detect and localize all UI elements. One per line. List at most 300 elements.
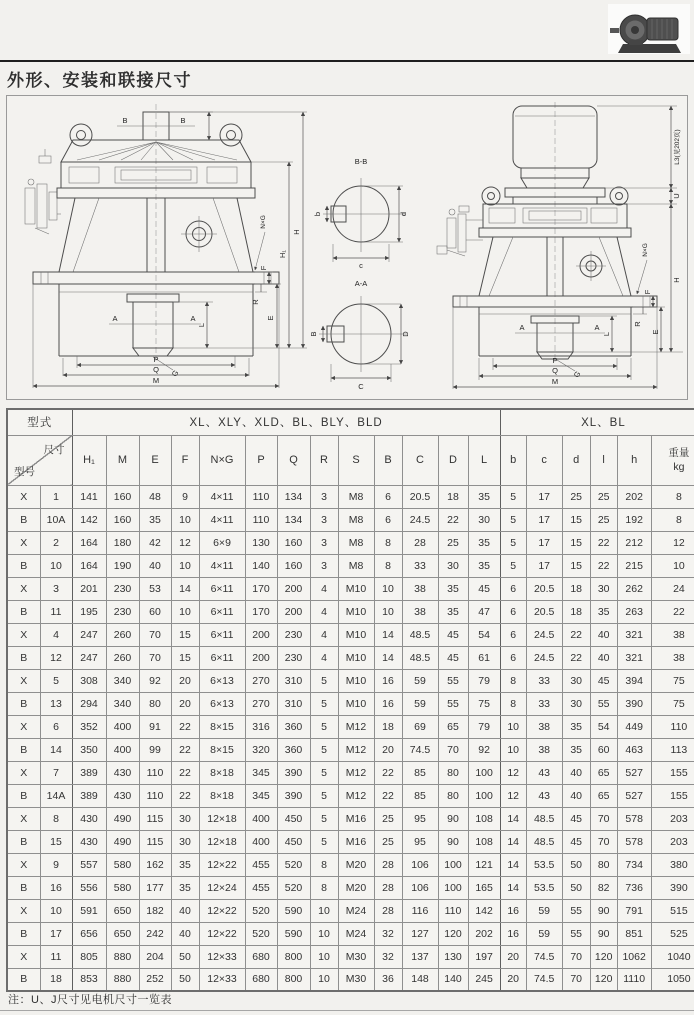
table-cell: 680	[245, 945, 277, 968]
header-rule	[0, 60, 694, 62]
table-cell: 880	[106, 968, 139, 991]
table-cell: 6	[374, 508, 402, 531]
table-cell: 43	[526, 784, 562, 807]
table-cell: B	[7, 922, 40, 945]
table-cell: 203	[651, 807, 694, 830]
table-cell: 20.5	[526, 600, 562, 623]
table-cell: M16	[338, 807, 374, 830]
table-cell: 520	[245, 922, 277, 945]
table-cell: 22	[374, 761, 402, 784]
table-cell: 70	[139, 646, 171, 669]
table-cell: 6×11	[199, 600, 245, 623]
table-cell: 8×18	[199, 761, 245, 784]
table-cell: 80	[590, 853, 617, 876]
diag-label-model: 型号	[14, 465, 35, 478]
table-cell: 201	[72, 577, 106, 600]
col-header-10: C	[402, 435, 438, 485]
table-cell: 20	[500, 968, 526, 991]
table-cell: 350	[72, 738, 106, 761]
table-cell: 4	[310, 623, 338, 646]
col-header-1: M	[106, 435, 139, 485]
table-cell: 20	[500, 945, 526, 968]
table-cell: 99	[139, 738, 171, 761]
table-cell: 400	[245, 830, 277, 853]
table-cell: M24	[338, 899, 374, 922]
table-cell: 100	[468, 761, 500, 784]
table-cell: 556	[72, 876, 106, 899]
table-cell: 61	[468, 646, 500, 669]
dim-label-u: U	[672, 193, 681, 199]
table-cell: 70	[590, 830, 617, 853]
table-cell: 17	[526, 531, 562, 554]
col-header-3: F	[171, 435, 199, 485]
table-cell: M20	[338, 876, 374, 899]
table-cell: 15	[562, 554, 590, 577]
table-cell: 50	[171, 945, 199, 968]
table-cell: 25	[374, 830, 402, 853]
table-row	[7, 807, 694, 830]
table-cell: 430	[106, 761, 139, 784]
table-cell: 14	[171, 577, 199, 600]
table-cell: 270	[245, 669, 277, 692]
table-cell: 4	[40, 623, 72, 646]
table-cell: 557	[72, 853, 106, 876]
table-cell: 38	[526, 738, 562, 761]
table-cell: 45	[468, 577, 500, 600]
table-cell: 340	[106, 669, 139, 692]
table-cell: 53.5	[526, 876, 562, 899]
section-mark-a-right: A	[594, 323, 600, 332]
table-cell: 40	[171, 899, 199, 922]
table-cell: 14	[374, 646, 402, 669]
table-cell: 92	[139, 669, 171, 692]
table-cell: 10	[310, 945, 338, 968]
dim-label-nxg: N×G	[260, 215, 267, 229]
table-cell: 12×24	[199, 876, 245, 899]
table-cell: 263	[617, 600, 651, 623]
outline-drawing-basic-unit	[15, 102, 315, 394]
table-cell: 6	[500, 646, 526, 669]
table-cell: 59	[402, 692, 438, 715]
weight-unit: kg	[673, 461, 685, 473]
table-cell: 127	[402, 922, 438, 945]
table-cell: 449	[617, 715, 651, 738]
table-cell: 141	[72, 485, 106, 508]
table-cell: 28	[402, 531, 438, 554]
table-cell: 10	[171, 600, 199, 623]
table-cell: 200	[277, 600, 310, 623]
table-cell: 50	[562, 876, 590, 899]
weight-label: 重量	[668, 446, 690, 459]
table-cell: 192	[617, 508, 651, 531]
table-cell: B	[7, 738, 40, 761]
table-cell: 110	[438, 899, 468, 922]
table-cell: 22	[590, 554, 617, 577]
table-cell: 38	[651, 646, 694, 669]
table-row	[7, 531, 694, 554]
motor-body	[647, 18, 678, 40]
table-cell: 65	[590, 761, 617, 784]
table-cell: 12	[171, 531, 199, 554]
table-cell: 35	[468, 554, 500, 577]
table-cell: 48.5	[402, 646, 438, 669]
table-row	[7, 853, 694, 876]
table-cell: 10	[310, 922, 338, 945]
table-cell: 38	[651, 623, 694, 646]
table-cell: M8	[338, 531, 374, 554]
col-header-15: d	[562, 435, 590, 485]
table-cell: 70	[139, 623, 171, 646]
table-cell: 5	[310, 738, 338, 761]
table-cell: X	[7, 715, 40, 738]
table-cell: 120	[438, 922, 468, 945]
dimensions-table	[6, 408, 694, 992]
table-cell: 360	[277, 715, 310, 738]
table-cell: 20	[171, 669, 199, 692]
table-cell: 40	[590, 646, 617, 669]
table-cell: B	[7, 784, 40, 807]
section-mark-b-left: B	[122, 116, 128, 125]
table-cell: 12×22	[199, 853, 245, 876]
table-cell: 54	[590, 715, 617, 738]
dim-label-h1: H₁	[278, 250, 287, 258]
dim-label-nxg: N×G	[642, 243, 649, 257]
table-cell: 170	[245, 577, 277, 600]
dim-label-h: H	[672, 277, 681, 283]
table-cell: 252	[139, 968, 171, 991]
table-cell: 38	[402, 577, 438, 600]
table-cell: 5	[500, 485, 526, 508]
footnote: 注：U、J尺寸见电机尺寸一览表	[8, 994, 172, 1006]
table-cell: 6×11	[199, 577, 245, 600]
table-cell: 14	[500, 830, 526, 853]
oil-plug	[181, 216, 217, 252]
table-cell: 182	[139, 899, 171, 922]
table-cell: 308	[72, 669, 106, 692]
table-cell: 38	[402, 600, 438, 623]
table-cell: 35	[468, 485, 500, 508]
table-cell: 1040	[651, 945, 694, 968]
table-cell: 30	[562, 669, 590, 692]
table-cell: 12×33	[199, 945, 245, 968]
table-cell: 35	[562, 738, 590, 761]
table-cell: 108	[468, 807, 500, 830]
table-cell: 3	[310, 531, 338, 554]
table-cell: 200	[245, 646, 277, 669]
table-cell: 9	[171, 485, 199, 508]
table-cell: 3	[310, 554, 338, 577]
table-cell: M10	[338, 692, 374, 715]
table-cell: 30	[171, 830, 199, 853]
table-cell: 55	[438, 692, 468, 715]
table-cell: 55	[562, 899, 590, 922]
table-cell: 90	[438, 830, 468, 853]
table-cell: 14A	[40, 784, 72, 807]
table-cell: 4	[310, 577, 338, 600]
table-cell: 1110	[617, 968, 651, 991]
table-cell: M12	[338, 761, 374, 784]
table-cell: 24.5	[402, 508, 438, 531]
table-row	[7, 738, 694, 761]
table-cell: 380	[651, 853, 694, 876]
table-cell: 14	[500, 876, 526, 899]
table-cell: 134	[277, 508, 310, 531]
table-cell: 100	[438, 876, 468, 899]
table-cell: 1	[40, 485, 72, 508]
dim-label-l: L	[602, 331, 611, 337]
table-cell: 394	[617, 669, 651, 692]
table-cell: 197	[468, 945, 500, 968]
table-cell: 90	[590, 922, 617, 945]
table-cell: 204	[139, 945, 171, 968]
table-cell: 12	[651, 531, 694, 554]
table-cell: 28	[374, 899, 402, 922]
table-cell: 10	[310, 899, 338, 922]
col-header-17: h	[617, 435, 651, 485]
table-cell: 12×18	[199, 807, 245, 830]
table-cell: 35	[438, 600, 468, 623]
table-cell: 47	[468, 600, 500, 623]
table-cell: 316	[245, 715, 277, 738]
table-cell: 110	[139, 761, 171, 784]
product-photo	[608, 4, 690, 63]
table-cell: 203	[651, 830, 694, 853]
table-cell: 22	[171, 738, 199, 761]
table-cell: 35	[562, 715, 590, 738]
dim-label-b-cap: B	[309, 331, 318, 337]
type-label-cell: 型式	[7, 409, 72, 435]
table-cell: 70	[438, 738, 468, 761]
table-cell: 30	[562, 692, 590, 715]
table-cell: 390	[651, 876, 694, 899]
table-cell: 142	[468, 899, 500, 922]
dim-label-h: H	[292, 229, 301, 235]
table-row	[7, 876, 694, 899]
table-cell: 165	[468, 876, 500, 899]
table-cell: 36	[374, 968, 402, 991]
table-cell: 17	[526, 508, 562, 531]
table-cell: 6×11	[199, 623, 245, 646]
table-cell: 590	[277, 922, 310, 945]
table-cell: 3	[40, 577, 72, 600]
col-header-6: Q	[277, 435, 310, 485]
diag-label-size: 尺寸	[43, 443, 65, 456]
table-cell: 400	[106, 715, 139, 738]
table-row	[7, 830, 694, 853]
table-cell: 851	[617, 922, 651, 945]
table-cell: B	[7, 968, 40, 991]
table-cell: 20	[171, 692, 199, 715]
table-cell: 5	[310, 830, 338, 853]
table-cell: 90	[438, 807, 468, 830]
table-cell: 22	[562, 623, 590, 646]
table-cell: 5	[310, 715, 338, 738]
table-cell: 15	[40, 830, 72, 853]
table-cell: 515	[651, 899, 694, 922]
table-cell: 8×18	[199, 784, 245, 807]
table-cell: 9	[40, 853, 72, 876]
table-cell: 134	[277, 485, 310, 508]
table-cell: X	[7, 531, 40, 554]
table-cell: 80	[139, 692, 171, 715]
table-cell: 4×11	[199, 554, 245, 577]
table-cell: 170	[245, 600, 277, 623]
table-cell: M8	[338, 485, 374, 508]
table-cell: 15	[562, 508, 590, 531]
table-cell: 656	[72, 922, 106, 945]
table-cell: M10	[338, 577, 374, 600]
dim-label-r: R	[633, 321, 642, 327]
table-cell: 79	[468, 669, 500, 692]
col-header-9: B	[374, 435, 402, 485]
table-cell: 310	[277, 692, 310, 715]
col-header-4: N×G	[199, 435, 245, 485]
table-cell: M10	[338, 600, 374, 623]
table-cell: M8	[338, 508, 374, 531]
table-cell: 12×22	[199, 899, 245, 922]
table-cell: 1062	[617, 945, 651, 968]
table-cell: 805	[72, 945, 106, 968]
table-cell: 40	[562, 761, 590, 784]
table-cell: 591	[72, 899, 106, 922]
table-cell: 60	[590, 738, 617, 761]
col-header-13: b	[500, 435, 526, 485]
table-cell: 65	[438, 715, 468, 738]
dim-label-c-small: c	[359, 261, 363, 270]
table-cell: 45	[590, 669, 617, 692]
table-row	[7, 646, 694, 669]
table-cell: 95	[402, 830, 438, 853]
group-header-xl-series: XL、XLY、XLD、BL、BLY、BLD	[72, 409, 500, 435]
table-cell: 8	[310, 853, 338, 876]
table-cell: 345	[245, 761, 277, 784]
table-cell: 5	[310, 669, 338, 692]
dim-label-g: G	[169, 368, 181, 379]
table-cell: 390	[617, 692, 651, 715]
table-cell: 164	[72, 531, 106, 554]
table-cell: 110	[245, 485, 277, 508]
table-cell: 230	[277, 623, 310, 646]
weight-header-cell	[651, 435, 694, 485]
shaft-section-drawings	[307, 152, 419, 396]
table-cell: X	[7, 623, 40, 646]
table-cell: 155	[651, 761, 694, 784]
table-cell: 110	[651, 715, 694, 738]
table-cell: 791	[617, 899, 651, 922]
table-cell: X	[7, 945, 40, 968]
table-cell: 160	[106, 508, 139, 531]
table-cell: 130	[245, 531, 277, 554]
table-cell: 16	[374, 669, 402, 692]
table-cell: 25	[590, 485, 617, 508]
table-cell: 6	[500, 623, 526, 646]
table-cell: 578	[617, 807, 651, 830]
table-cell: M24	[338, 922, 374, 945]
table-row	[7, 899, 694, 922]
table-cell: 22	[438, 508, 468, 531]
table-cell: X	[7, 853, 40, 876]
col-header-8: S	[338, 435, 374, 485]
table-cell: 734	[617, 853, 651, 876]
col-header-11: D	[438, 435, 468, 485]
table-cell: 16	[374, 692, 402, 715]
dim-label-d-cap: D	[401, 331, 410, 337]
col-header-5: P	[245, 435, 277, 485]
table-cell: 320	[245, 738, 277, 761]
table-cell: 736	[617, 876, 651, 899]
table-cell: 140	[245, 554, 277, 577]
table-cell: 22	[590, 531, 617, 554]
table-row	[7, 577, 694, 600]
table-cell: 527	[617, 761, 651, 784]
table-row	[7, 669, 694, 692]
table-cell: 20.5	[402, 485, 438, 508]
dim-label-e: E	[651, 329, 660, 335]
table-cell: M12	[338, 738, 374, 761]
table-cell: 55	[562, 922, 590, 945]
table-cell: 8×15	[199, 715, 245, 738]
table-cell: M30	[338, 968, 374, 991]
table-cell: 155	[651, 784, 694, 807]
table-cell: X	[7, 669, 40, 692]
table-row	[7, 485, 694, 508]
table-cell: 5	[310, 807, 338, 830]
table-cell: 10A	[40, 508, 72, 531]
table-cell: 115	[139, 807, 171, 830]
table-cell: 5	[500, 531, 526, 554]
table-cell: 390	[277, 761, 310, 784]
table-cell: 20	[374, 738, 402, 761]
table-cell: 520	[277, 853, 310, 876]
table-cell: 8	[310, 876, 338, 899]
table-cell: 345	[245, 784, 277, 807]
table-cell: 59	[402, 669, 438, 692]
table-cell: 6	[40, 715, 72, 738]
table-cell: 18	[40, 968, 72, 991]
table-cell: 260	[106, 623, 139, 646]
table-cell: 59	[526, 922, 562, 945]
table-cell: 8×15	[199, 738, 245, 761]
table-cell: 38	[526, 715, 562, 738]
table-cell: M10	[338, 646, 374, 669]
table-cell: 212	[617, 531, 651, 554]
dim-label-q: Q	[552, 366, 558, 375]
table-cell: 463	[617, 738, 651, 761]
table-cell: 75	[651, 669, 694, 692]
table-row	[7, 600, 694, 623]
table-cell: 22	[374, 784, 402, 807]
table-row	[7, 784, 694, 807]
table-cell: X	[7, 485, 40, 508]
dim-label-f: F	[643, 289, 652, 295]
table-cell: 40	[139, 554, 171, 577]
table-cell: 48.5	[526, 807, 562, 830]
table-cell: 8	[374, 531, 402, 554]
table-cell: 10	[40, 554, 72, 577]
table-cell: 15	[171, 623, 199, 646]
table-cell: 45	[438, 646, 468, 669]
bottom-rule	[0, 1010, 694, 1011]
table-cell: 69	[402, 715, 438, 738]
table-cell: 30	[468, 508, 500, 531]
table-cell: M10	[338, 623, 374, 646]
table-cell: 100	[468, 784, 500, 807]
table-cell: 17	[40, 922, 72, 945]
table-cell: B	[7, 554, 40, 577]
table-cell: 180	[106, 531, 139, 554]
table-cell: 245	[468, 968, 500, 991]
table-cell: 16	[500, 899, 526, 922]
